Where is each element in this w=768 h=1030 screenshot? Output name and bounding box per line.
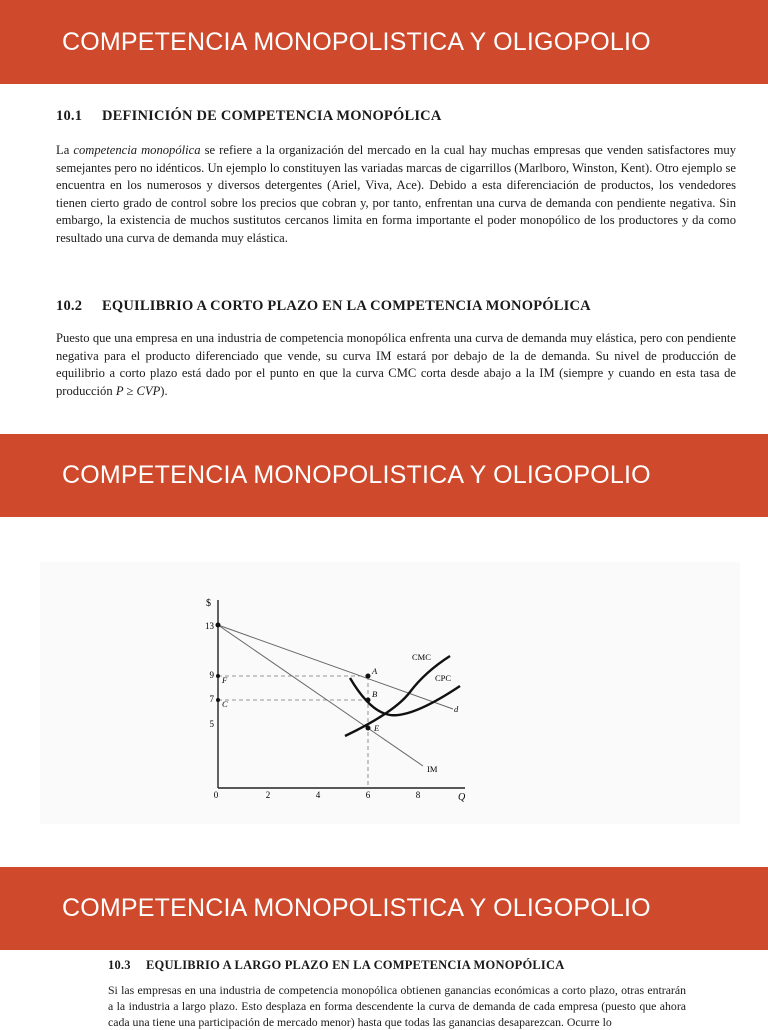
y-tick: 7: [209, 694, 214, 704]
banner-title: COMPETENCIA MONOPOLISTICA Y OLIGOPOLIO: [62, 27, 651, 56]
y-tick: 13: [205, 621, 214, 631]
point-e: [366, 726, 371, 731]
section-10-3: [108, 958, 686, 1030]
point-b-label: B: [372, 689, 378, 699]
title-banner-3: [0, 867, 768, 950]
banner-title: COMPETENCIA MONOPOLISTICA Y OLIGOPOLIO: [62, 894, 651, 922]
graph-svg: [40, 562, 740, 824]
section-title: EQULIBRIO A LARGO PLAZO EN LA COMPETENCIA MONOPÓLICA: [146, 958, 565, 972]
section-paragraph: [56, 142, 736, 248]
x-tick: 2: [265, 790, 271, 800]
point-c: [216, 698, 220, 702]
section-heading: [56, 298, 736, 315]
cmc-curve: [345, 656, 450, 736]
banner-title: COMPETENCIA MONOPOLISTICA Y OLIGOPOLIO: [62, 461, 651, 489]
section-paragraph: [56, 330, 736, 400]
cpc-label: CPC: [435, 673, 452, 683]
section-number: 10.1: [56, 108, 83, 124]
paragraph-text: La: [56, 143, 74, 157]
demand-label: d: [454, 704, 459, 714]
title-banner-2: [0, 434, 768, 517]
paragraph-text: ).: [160, 383, 168, 398]
section-number: 10.3: [108, 958, 131, 972]
point-f: [216, 674, 220, 678]
cmc-label: CMC: [412, 652, 431, 662]
x-axis-symbol: Q: [458, 792, 466, 803]
section-10-2: [56, 298, 736, 400]
paragraph-text: Si las empresas en una industria de competencia monopólica obtienen ganancias económicas a corto plazo, otras entrarán a la industria a largo plazo. Esto desplaza en forma descendente la curva de demanda de cada empresa (puesto que ahora cada una tiene una participación de mercado menor) hasta que todas las ganancias desaparezcan. Ocurre lo: [108, 983, 686, 1029]
x-tick: 8: [415, 790, 421, 800]
y-axis-symbol: $: [206, 598, 211, 609]
point-a: [366, 674, 371, 679]
point-c-label: C: [222, 699, 228, 709]
italic-term: competencia monopólica: [73, 143, 201, 157]
section-paragraph: [108, 982, 686, 1030]
y-tick: 5: [209, 719, 214, 729]
point-e-label: E: [374, 723, 380, 733]
y-tick: 9: [209, 670, 214, 680]
formula: P ≥ CVP: [115, 383, 161, 398]
economics-graph: [40, 562, 740, 824]
section-title: EQUILIBRIO A CORTO PLAZO EN LA COMPETENCIA MONOPÓLICA: [102, 298, 591, 314]
intercept-point: [216, 623, 221, 628]
section-heading: [56, 108, 736, 125]
section-heading: [108, 958, 686, 973]
paragraph-text: Puesto que una empresa en una industria de competencia monopólica enfrenta una curva de demanda muy elástica, pero con pendiente negativa para el producto diferenciado que vende, su curva IM estará por debajo de la de demanda. Su nivel de producción de equilibrio a corto plazo está dado por el punto en que la curva CMC corta desde abajo a la IM (siempre y cuando en esta tasa de producción: [56, 331, 736, 398]
point-a-label: A: [372, 666, 378, 676]
section-title: DEFINICIÓN DE COMPETENCIA MONOPÓLICA: [102, 108, 442, 124]
x-tick: 0: [213, 790, 219, 800]
marginal-revenue-curve: [218, 625, 423, 766]
point-b: [366, 698, 371, 703]
paragraph-text: se refiere a la organización del mercado en la cual hay muchas empresas que venden satisfactores muy semejantes pero no idénticos. Un ejemplo lo constituyen las variadas marcas de cigarrillos (Marlboro, Winston, Kent). Otro ejemplo se encuentra en los numerosos y diversos detergentes (Ariel, Viva, Ace). Debido a esta diferenciación de productos, los vendedores tienen cierto grado de control sobre los precios que cobran y, por tanto, enfrentan una curva de demanda con pendiente negativa. Sin embargo, la existencia de muchos sustitutos cercanos limita en forma importante el poder monopólico de los productores y da como resultado una curva de demanda muy elástica.: [56, 143, 736, 245]
title-banner-1: [0, 0, 768, 84]
demand-curve: [218, 625, 453, 709]
im-label: IM: [427, 764, 438, 774]
section-number: 10.2: [56, 298, 83, 314]
point-f-label: F: [222, 675, 228, 685]
x-tick: 6: [365, 790, 371, 800]
x-tick: 4: [315, 790, 321, 800]
section-10-1: [56, 108, 736, 248]
